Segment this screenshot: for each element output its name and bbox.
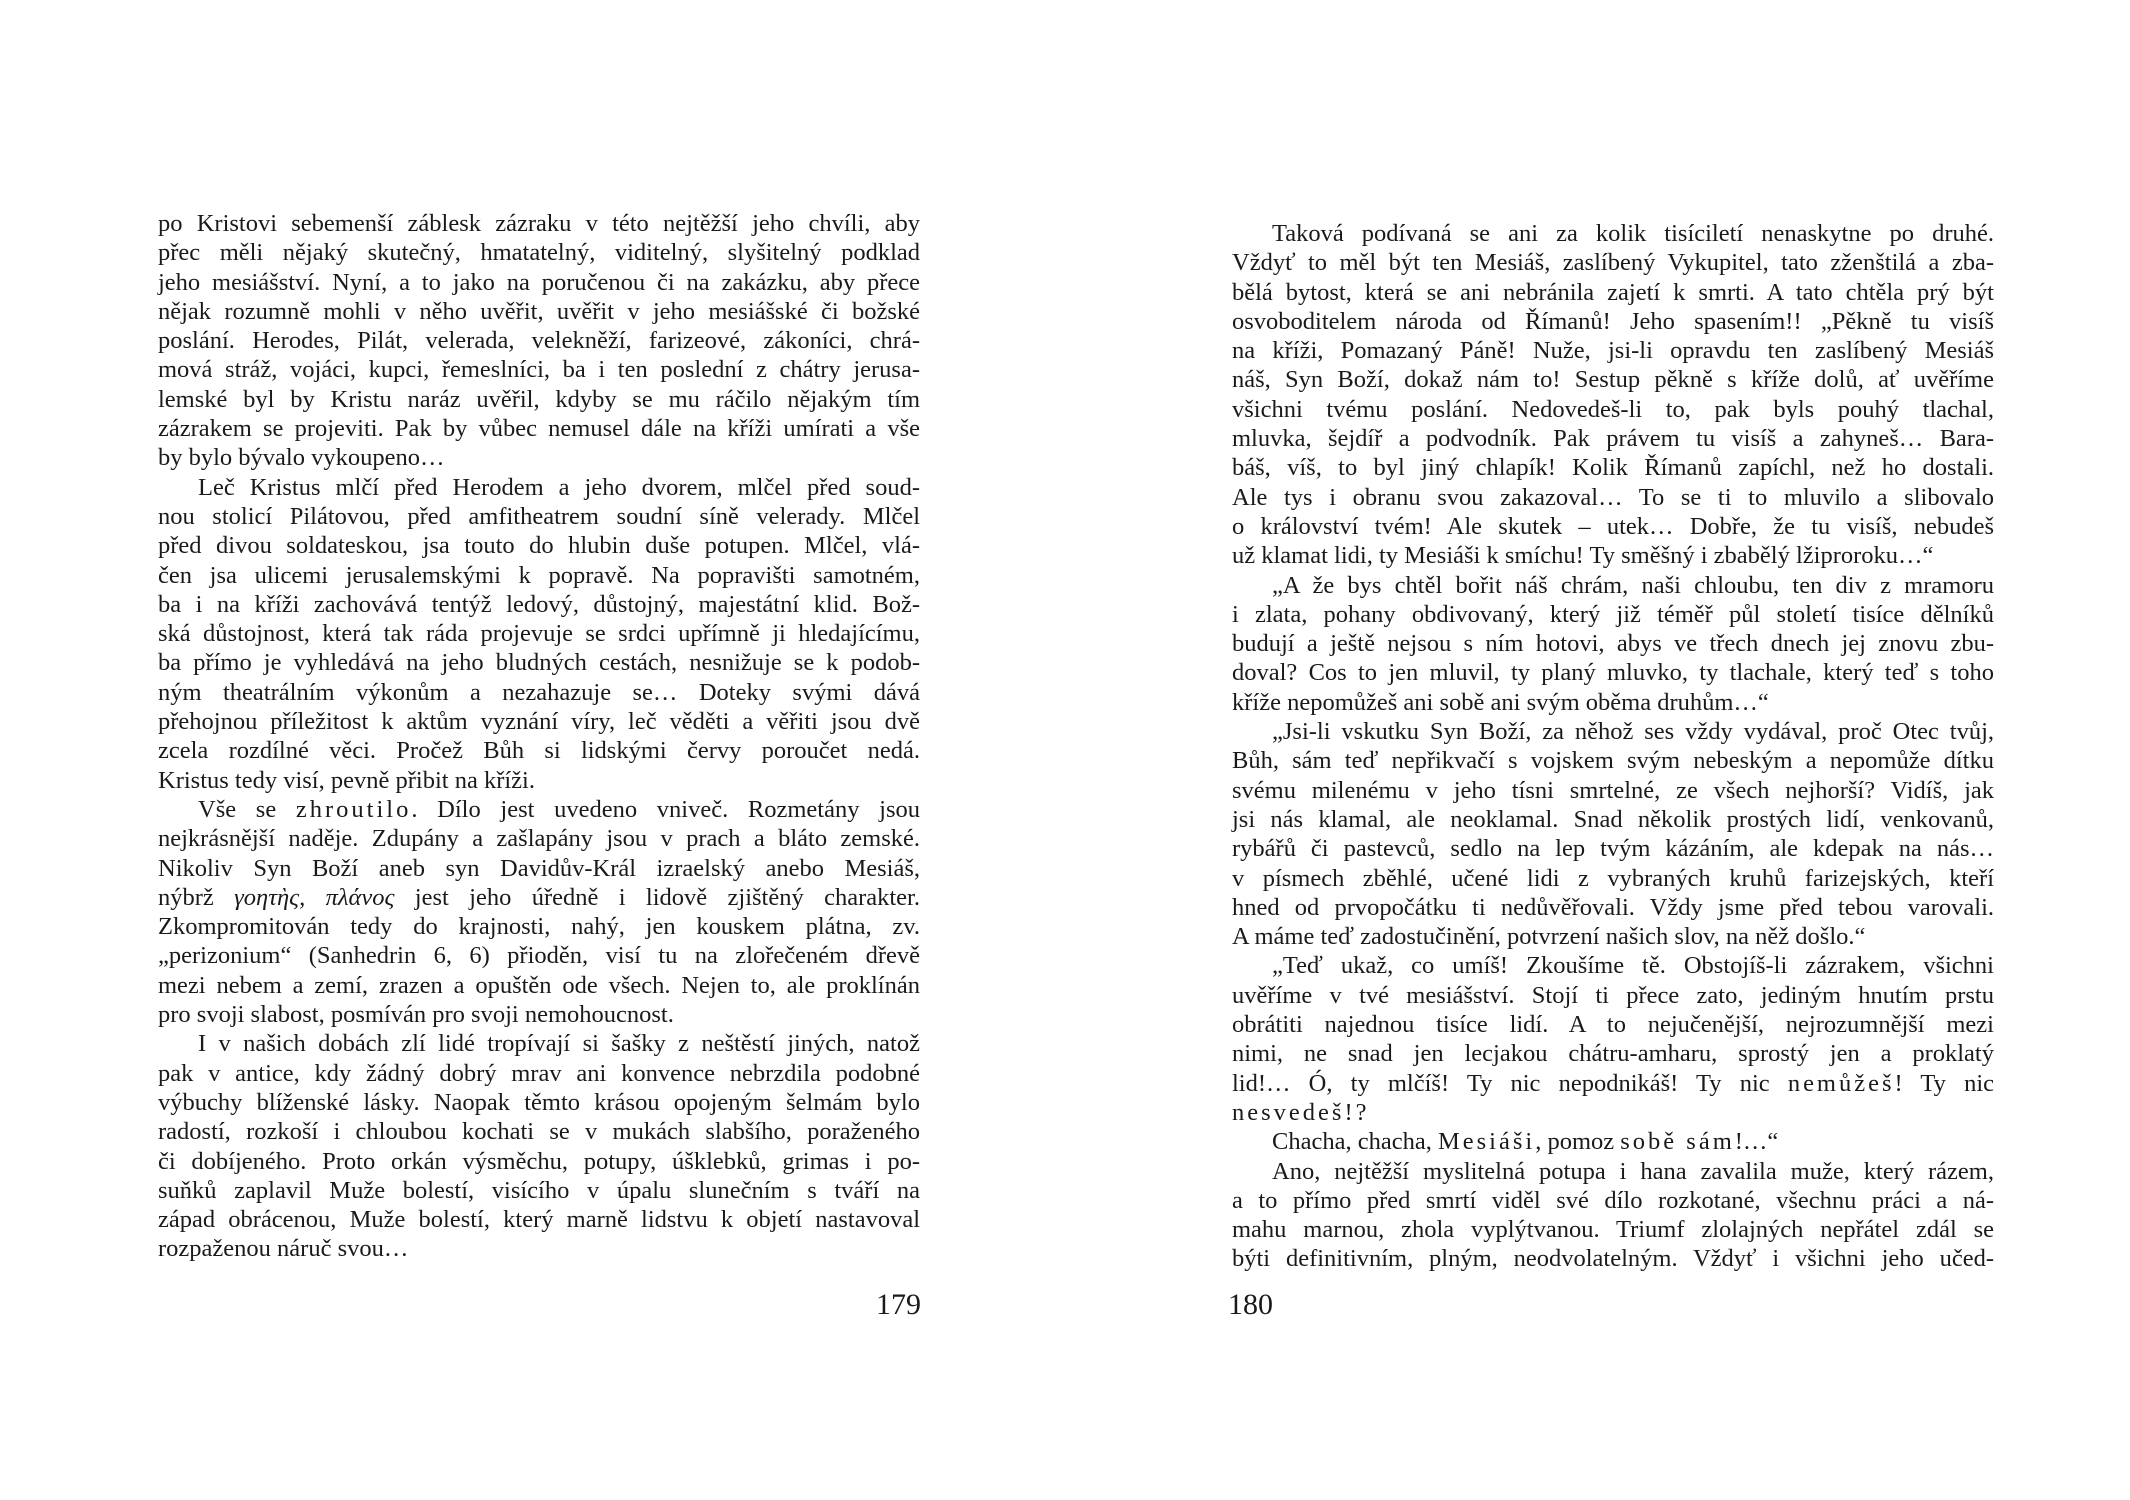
- text-run: náš, Syn Boží, dokaž nám to! Sestup pěkně s kříže dolů, ať uvěříme: [1232, 366, 1994, 394]
- paragraph: [1232, 219, 1994, 571]
- text-line: [1232, 365, 1994, 394]
- text-run: Zkompromitován tedy do krajnosti, nahý, jen kouskem plátna, zv.: [158, 913, 920, 941]
- text-line: [158, 561, 920, 590]
- text-run: už klamat lidi, ty Mesiáši k smíchu! Ty směšný i zbabělý lžiproroku…“: [1232, 542, 1934, 570]
- text-line: [1232, 1157, 1994, 1186]
- text-line: [1232, 600, 1994, 629]
- text-line: [158, 1176, 920, 1205]
- text-run: doval? Cos to jen mluvil, ty planý mluvko, ty tlachale, který teď s toho: [1232, 659, 1994, 687]
- text-line: [1232, 219, 1994, 248]
- paragraph: [158, 473, 920, 795]
- text-line: [158, 912, 920, 941]
- text-run: západ obrácenou, Muže bolestí, který marně lidstvu k objetí nastavoval: [158, 1206, 920, 1234]
- text-line: [158, 1000, 920, 1029]
- text-run: obrátiti najednou tisíce lidí. A to nejučenější, nejrozumnější mezi: [1232, 1011, 1994, 1039]
- page-number-right: 180: [1228, 1288, 1273, 1321]
- text-run: přehojnou příležitost k aktům vyznání víry, leč věděti a věřiti jsou dvě: [158, 708, 920, 736]
- text-run: A máme teď zadostučinění, potvrzení našich slov, na něž došlo.“: [1232, 923, 1866, 951]
- text-run: kříže nepomůžeš ani sobě ani svým oběma druhům…“: [1232, 688, 1769, 716]
- text-run: ba přímo je vyhledává na jeho bludných cestách, nesnižuje se k podob-: [158, 649, 920, 677]
- text-run: i zlata, pohany obdivovaný, který již téměř půl století tisíce dělníků: [1232, 600, 1994, 628]
- text-line: [1232, 805, 1994, 834]
- text-line: [1232, 571, 1994, 600]
- text-line: [1232, 922, 1994, 951]
- text-run: bělá bytost, která se ani nebránila zajetí k smrti. A tato chtěla prý být: [1232, 278, 1994, 306]
- text-line: [1232, 893, 1994, 922]
- text-line: [1232, 746, 1994, 775]
- text-run: či dobíjeného. Proto orkán výsměchu, potupy, úšklebků, grimas i po-: [158, 1147, 920, 1175]
- text-run: na kříži, Pomazaný Páně! Nuže, jsi-li opravdu ten zaslíbený Mesiáš: [1232, 337, 1994, 365]
- text-run: nějak rozumně mohli v něho uvěřit, uvěřit v jeho mesiášské či božské: [158, 297, 920, 325]
- text-run: býti definitivním, plným, neodvolatelným. Vždyť i všichni jeho učed-: [1232, 1245, 1994, 1273]
- text-line: [158, 531, 920, 560]
- text-line: [1232, 1098, 1994, 1127]
- text-run: . Dílo jest uvedeno vniveč. Rozmetány jsou: [411, 795, 920, 823]
- text-run: a to přímo před smrtí viděl své dílo rozkotané, všechnu práci a ná-: [1232, 1186, 1994, 1214]
- text-line: [1232, 278, 1994, 307]
- text-line: [1232, 834, 1994, 863]
- text-run: před divou soldateskou, jsa touto do hlubin duše potupen. Mlčel, vlá-: [158, 532, 920, 560]
- paragraph: [1232, 1157, 1994, 1274]
- text-line: [158, 1147, 920, 1176]
- text-run: pak v antice, kdy žádný dobrý mrav ani konvence nebrzdila podobné: [158, 1059, 920, 1087]
- text-line: [1232, 1127, 1994, 1156]
- text-line: [158, 619, 920, 648]
- text-line: [158, 473, 920, 502]
- text-run: ! Ty nic: [1894, 1069, 1995, 1097]
- text-run: uvěříme v tvé mesiášství. Stojí ti přece zato, jediným hnutím prstu: [1232, 981, 1994, 1009]
- text-line: [1232, 1069, 1994, 1098]
- text-run: čen jsa ulicemi jerusalemskými k popravě. Na popravišti samotném,: [158, 561, 920, 589]
- spaced-emphasis: nesvedeš!?: [1232, 1098, 1370, 1126]
- text-line: [158, 1234, 920, 1263]
- text-line: [158, 766, 920, 795]
- text-run: jeho mesiášství. Nyní, a to jako na poručenou či na zakázku, aby přece: [158, 268, 920, 296]
- text-run: rozpaženou náruč svou…: [158, 1235, 409, 1263]
- text-run: Vše se: [198, 795, 296, 823]
- paragraph: [158, 209, 920, 473]
- text-run: Kristus tedy visí, pevně přibit na kříži.: [158, 766, 535, 794]
- greek-text: γοητὴς, πλάνος: [234, 883, 395, 911]
- text-line: [1232, 307, 1994, 336]
- text-line: [158, 268, 920, 297]
- text-run: jsi nás klamal, ale neoklamal. Snad několik prostých lidí, venkovanů,: [1232, 805, 1994, 833]
- paragraph: [1232, 717, 1994, 951]
- text-run: zázrakem se projeviti. Pak by vůbec nemusel dále na kříži umírati a vše: [158, 415, 920, 443]
- paragraph: [158, 1029, 920, 1263]
- text-run: „perizonium“ (Sanhedrin 6, 6) přioděn, visí tu na zlořečeném dřevě: [158, 942, 920, 970]
- text-line: [158, 297, 920, 326]
- text-line: [1232, 541, 1994, 570]
- text-line: [1232, 1215, 1994, 1244]
- text-run: Bůh, sám teď nepřikvačí s vojskem svým nebeským a nepomůže dítku: [1232, 747, 1994, 775]
- text-line: [158, 824, 920, 853]
- text-line: [158, 1205, 920, 1234]
- text-line: [1232, 1039, 1994, 1068]
- text-line: [158, 502, 920, 531]
- text-line: [1232, 336, 1994, 365]
- text-run: ným theatrálním výkonům a nezahazuje se… Doteky svými dává: [158, 678, 920, 706]
- paragraph: [1232, 951, 1994, 1127]
- text-line: [158, 971, 920, 1000]
- text-run: zcela rozdílné věci. Pročež Bůh si lidskými červy poroučet nedá.: [158, 737, 920, 765]
- text-line: [1232, 864, 1994, 893]
- text-run: po Kristovi sebemenší záblesk zázraku v této nejtěžší jeho chvíli, aby: [158, 210, 920, 237]
- text-run: jest jeho úředně i lidově zjištěný charakter.: [394, 883, 920, 911]
- paragraph: [1232, 571, 1994, 717]
- text-line: [158, 1029, 920, 1058]
- text-run: budují a ještě nejsou s ním hotovi, abys ve třech dnech jej znovu zbu-: [1232, 630, 1994, 658]
- spaced-emphasis: Mesiáši: [1437, 1128, 1536, 1156]
- text-run: ba i na kříži zachovává tentýž ledový, důstojný, majestátní klid. Bož-: [158, 590, 920, 618]
- text-run: lid!… Ó, ty mlčíš! Ty nic nepodnikáš! Ty nic: [1232, 1069, 1788, 1097]
- text-run: lemské byl by Kristu naráz uvěřil, kdyby se mu ráčilo nějakým tím: [158, 385, 920, 413]
- text-line: [158, 707, 920, 736]
- text-run: rybářů či pastevců, sedlo na lep tvým kázáním, ale kdepak na nás…: [1232, 835, 1994, 863]
- text-line: [1232, 717, 1994, 746]
- text-run: „Teď ukaž, co umíš! Zkoušíme tě. Obstojíš-li zázrakem, všichni: [1272, 952, 1994, 980]
- text-line: [158, 414, 920, 443]
- text-run: mezi nebem a zemí, zrazen a opuštěn ode všech. Nejen to, ale proklínán: [158, 971, 920, 999]
- text-run: Ale tys i obranu svou zakazoval… To se ti to mluvilo a slibovalo: [1232, 483, 1994, 511]
- text-run: ská důstojnost, která tak ráda projevuje se srdci upřímně ji hledajícímu,: [158, 620, 920, 648]
- text-line: [1232, 424, 1994, 453]
- text-line: [158, 678, 920, 707]
- text-line: [158, 1059, 920, 1088]
- text-run: Taková podívaná se ani za kolik tisíciletí nenaskytne po druhé.: [1272, 220, 1994, 247]
- text-line: [1232, 483, 1994, 512]
- text-line: [1232, 395, 1994, 424]
- text-run: Vždyť to měl být ten Mesiáš, zaslíbený Vykupitel, tato zženštilá a zba-: [1232, 249, 1994, 277]
- text-line: [1232, 248, 1994, 277]
- text-line: [1232, 1010, 1994, 1039]
- text-run: nejkrásnější naděje. Zdupány a zašlapány jsou v prach a bláto zemské.: [158, 825, 920, 853]
- text-line: [158, 648, 920, 677]
- text-line: [158, 355, 920, 384]
- text-run: Ano, nejtěžší myslitelná potupa i hana zavalila muže, který rázem,: [1272, 1157, 1994, 1185]
- paragraph: [1232, 1127, 1994, 1156]
- page-number-left: 179: [876, 1288, 921, 1321]
- text-run: Nikoliv Syn Boží aneb syn Davidův-Král izraelský anebo Mesiáš,: [158, 854, 920, 882]
- text-run: výbuchy blíženské lásky. Naopak těmto krásou opojeným šelmám bylo: [158, 1088, 920, 1116]
- text-line: [158, 443, 920, 472]
- text-line: [1232, 688, 1994, 717]
- text-line: [158, 385, 920, 414]
- text-run: I v našich dobách zlí lidé tropívají si šašky z neštěstí jiných, natož: [198, 1030, 920, 1058]
- text-line: [158, 1088, 920, 1117]
- text-line: [158, 736, 920, 765]
- text-run: nou stolicí Pilátovou, před amfitheatrem soudní síně velerady. Mlčel: [158, 502, 920, 530]
- text-line: [1232, 629, 1994, 658]
- text-run: osvoboditelem národa od Římanů! Jeho spasením!! „Pěkně tu visíš: [1232, 307, 1994, 335]
- text-run: !…“: [1734, 1128, 1779, 1156]
- text-run: v písmech zběhlé, učené lidi z vybraných kruhů farizejských, kteří: [1232, 864, 1994, 892]
- text-run: , pomoz: [1535, 1128, 1621, 1156]
- text-run: „A že bys chtěl bořit náš chrám, naši chloubu, ten div z mramoru: [1272, 571, 1994, 599]
- text-line: [1232, 951, 1994, 980]
- paragraph: [158, 795, 920, 1029]
- text-run: suňků zaplavil Muže bolestí, visícího v úpalu slunečním s tváří na: [158, 1176, 920, 1204]
- text-run: všichni tvému poslání. Nedovedeš-li to, pak byls pouhý tlachal,: [1232, 395, 1994, 423]
- text-line: [158, 854, 920, 883]
- text-line: [158, 326, 920, 355]
- text-run: přec měli nějaký skutečný, hmatatelný, viditelný, slyšitelný podklad: [158, 239, 920, 267]
- text-run: poslání. Herodes, Pilát, velerada, velekněží, farizeové, zákoníci, chrá-: [158, 327, 920, 355]
- text-line: [158, 883, 920, 912]
- spaced-emphasis: sobě sám: [1620, 1128, 1735, 1156]
- spaced-emphasis: nemůžeš: [1787, 1069, 1895, 1097]
- text-run: nýbrž: [158, 883, 235, 911]
- text-line: [1232, 658, 1994, 687]
- text-run: pro svoji slabost, posmíván pro svoji nemohoucnost.: [158, 1001, 674, 1029]
- text-line: [158, 1117, 920, 1146]
- text-run: o království tvém! Ale skutek – utek… Dobře, že tu visíš, nebudeš: [1232, 512, 1994, 540]
- text-line: [158, 238, 920, 267]
- text-run: Chacha, chacha,: [1272, 1128, 1438, 1156]
- text-run: nimi, ne snad jen lecjakou chátru-amharu, sprostý jen a proklatý: [1232, 1040, 1994, 1068]
- text-line: [1232, 1186, 1994, 1215]
- text-run: by bylo bývalo vykoupeno…: [158, 444, 445, 472]
- text-line: [1232, 512, 1994, 541]
- text-run: radostí, rozkoší i chloubou kochati se v mukách slabšího, poraženého: [158, 1118, 920, 1146]
- text-line: [1232, 776, 1994, 805]
- text-run: „Jsi-li vskutku Syn Boží, za něhož ses vždy vydával, proč Otec tvůj,: [1272, 718, 1994, 746]
- text-line: [1232, 981, 1994, 1010]
- text-line: [158, 209, 920, 238]
- text-run: Leč Kristus mlčí před Herodem a jeho dvorem, mlčel před soud-: [198, 473, 920, 501]
- text-line: [1232, 1244, 1994, 1273]
- text-line: [158, 941, 920, 970]
- text-run: mová stráž, vojáci, kupci, řemeslníci, ba i ten poslední z chátry jerusa-: [158, 356, 920, 384]
- text-line: [1232, 453, 1994, 482]
- text-line: [158, 795, 920, 824]
- text-line: [158, 590, 920, 619]
- spaced-emphasis: zhroutilo: [295, 795, 412, 823]
- text-run: hned od prvopočátku ti nedůvěřovali. Vždy jsme před tebou varovali.: [1232, 893, 1994, 921]
- right-page-text: [1232, 219, 1994, 1274]
- text-run: svému milenému v jeho tísni smrtelné, ze všech nejhorší? Vidíš, jak: [1232, 776, 1994, 804]
- text-run: báš, víš, to byl jiný chlapík! Kolik Římanů zapíchl, než ho dostali.: [1232, 454, 1994, 482]
- text-run: mahu marnou, zhola vyplýtvanou. Triumf zlolajných nepřátel zdál se: [1232, 1216, 1994, 1244]
- text-run: mluvka, šejdíř a podvodník. Pak právem tu visíš a zahyneš… Bara-: [1232, 425, 1994, 453]
- left-page-text: [158, 209, 920, 1264]
